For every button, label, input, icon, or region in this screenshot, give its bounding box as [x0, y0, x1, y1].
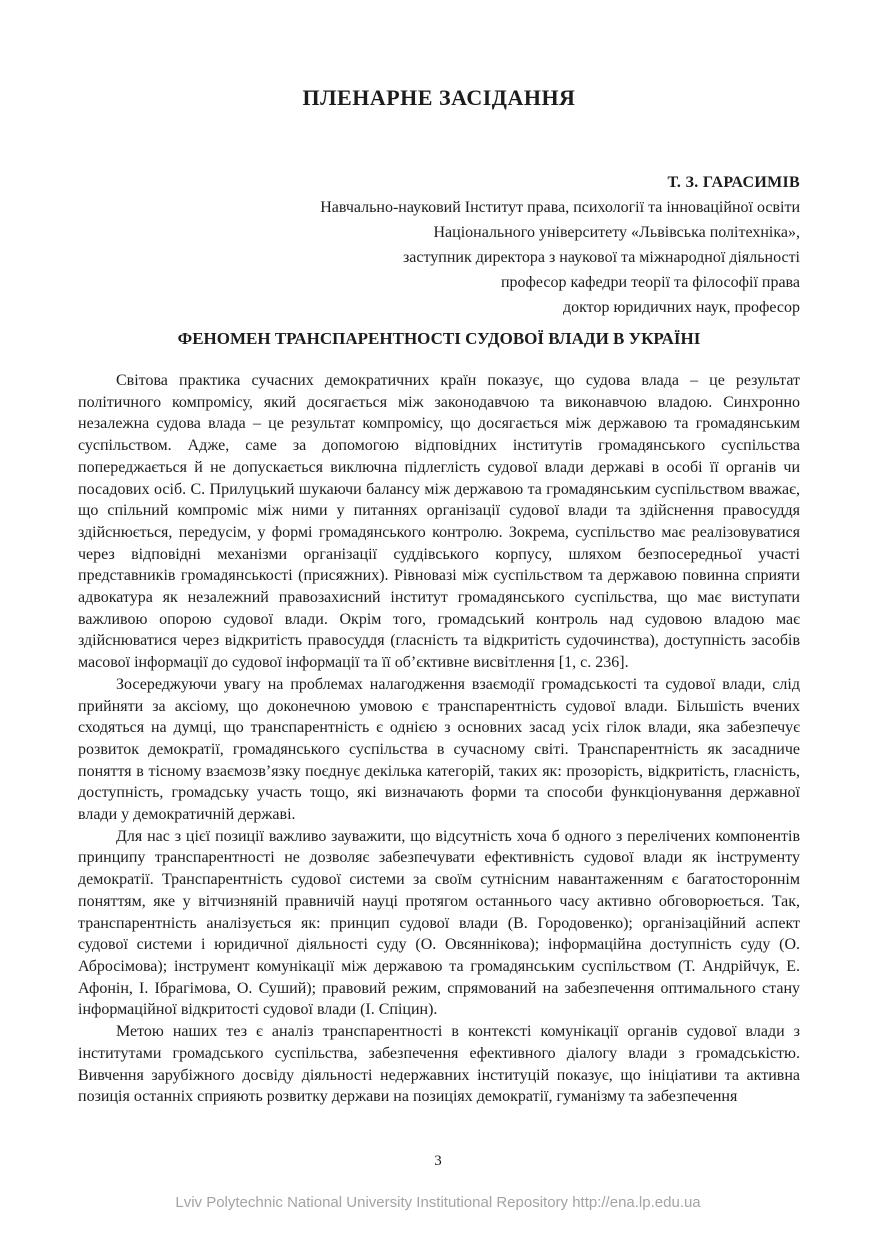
author-affiliation-line: заступник директора з наукової та міжнародної діяльності	[402, 249, 800, 266]
paragraph: Для нас з цієї позиції важливо зауважити, що відсутність хоча б одного з перелічених компонентів принципу транспарентності не дозволяє забезпечувати ефективність судової влади як інструменту демократії. Транспарентність судової системи за своїм сутнісним навантаженням є багатостороннім поняттям, яке у вітчизняній правничій науці протягом останнього часу активно обговорюється. Так, транспарентність аналізується як: принцип судової влади (В. Городовенко); організаційний аспект судової системи і юридичної діяльності суду (О. Овсяннікова); інформаційна доступність суду (О. Абросімова); інструмент комунікації між державою та громадянським суспільством (Т. Андрійчук, Е. Афонін, І. Ібрагімова, О. Суший); правовий режим, спрямований на забезпечення оптимального стану інформаційної відкритості судової влади (І. Спіцин).	[78, 827, 800, 1019]
paragraph: Світова практика сучасних демократичних країн показує, що судова влада – це результат політичного компромісу, який досягається між законодавчою та виконавчою владою. Синхронно незалежна судова влада – це результат компромісу, що досягається між державою та громадянським суспільством. Адже, саме за допомогою відповідних інститутів громадянського суспільства попереджається й не допускається виключна підлеглість судової влади державі в особі її органів чи посадових осіб. С. Прилуцький шукаючи балансу між державою та громадянським суспільством вважає, що спільний компроміс між ними у питаннях організації судової влади та здійснення правосуддя здійснюється, передусім, у формі громадянського контролю. Зокрема, суспільство має реалізовуватися через відповідні механізми організації суддівського корпусу, шляхом безпосередньої участі представників громадянськості (присяжних). Рівновазі між суспільством та державою повинна сприяти адвокатура як незалежний правозахисний інститут громадянського суспільства, що має виступати важливою опорою судової влади. Окрім того, громадський контроль над судовою владою має здійснюватися через відкритість правосуддя (гласність та відкритість судочинства), доступність засобів масової інформації до судової інформації та її об’єктивне висвітлення [1, с. 236].	[78, 372, 800, 672]
paragraph: Метою наших тез є аналіз транспарентності в контексті комунікації органів судової влади з інститутами громадського суспільства, забезпечення ефективного діалогу влади з громадськістю. Вивчення зарубіжного досвіду діяльності недержавних інституцій показує, що ініціативи та активна позиція останніх сприяють розвитку держави на позиціях демократії, гуманізму та забезпечення	[78, 1023, 800, 1106]
repository-footer: Lviv Polytechnic National University Institutional Repository http://ena.lp.edu.ua	[175, 1194, 701, 1211]
author-affiliation-line: Національного університету «Львівська політехніка»,	[433, 224, 800, 241]
author-affiliation-line: доктор юридичних наук, професор	[562, 299, 800, 316]
section-title: ПЛЕНАРНЕ ЗАСІДАННЯ	[302, 85, 576, 110]
author-name: Т. З. ГАРАСИМІВ	[667, 174, 800, 191]
author-affiliation-line: професор кафедри теорії та філософії права	[500, 274, 800, 291]
article-body	[78, 370, 800, 1108]
article-title: ФЕНОМЕН ТРАНСПАРЕНТНОСТІ СУДОВОЇ ВЛАДИ В УКРАЇНІ	[177, 329, 701, 348]
author-block	[78, 170, 800, 320]
page-number: 3	[434, 1153, 442, 1169]
paragraph: Зосереджуючи увагу на проблемах налагодження взаємодії громадськості та судової влади, слід прийняти за аксіому, що доконечною умовою є транспарентність судової влади. Більшість вчених сходяться на думці, що транспарентність є однією з основних засад усіх гілок влади, яка забезпечує розвиток демократії, громадянського суспільства в сучасному світі. Транспарентність як засадниче поняття в тісному взаємозв’язку поєднує декілька категорій, таких як: прозорість, відкритість, гласність, доступність, громадську участь тощо, які визначають форми та способи функціонування державної влади у демократичній державі.	[78, 675, 800, 824]
author-affiliation-line: Навчально-науковий Інститут права, психології та інноваційної освіти	[320, 199, 800, 216]
